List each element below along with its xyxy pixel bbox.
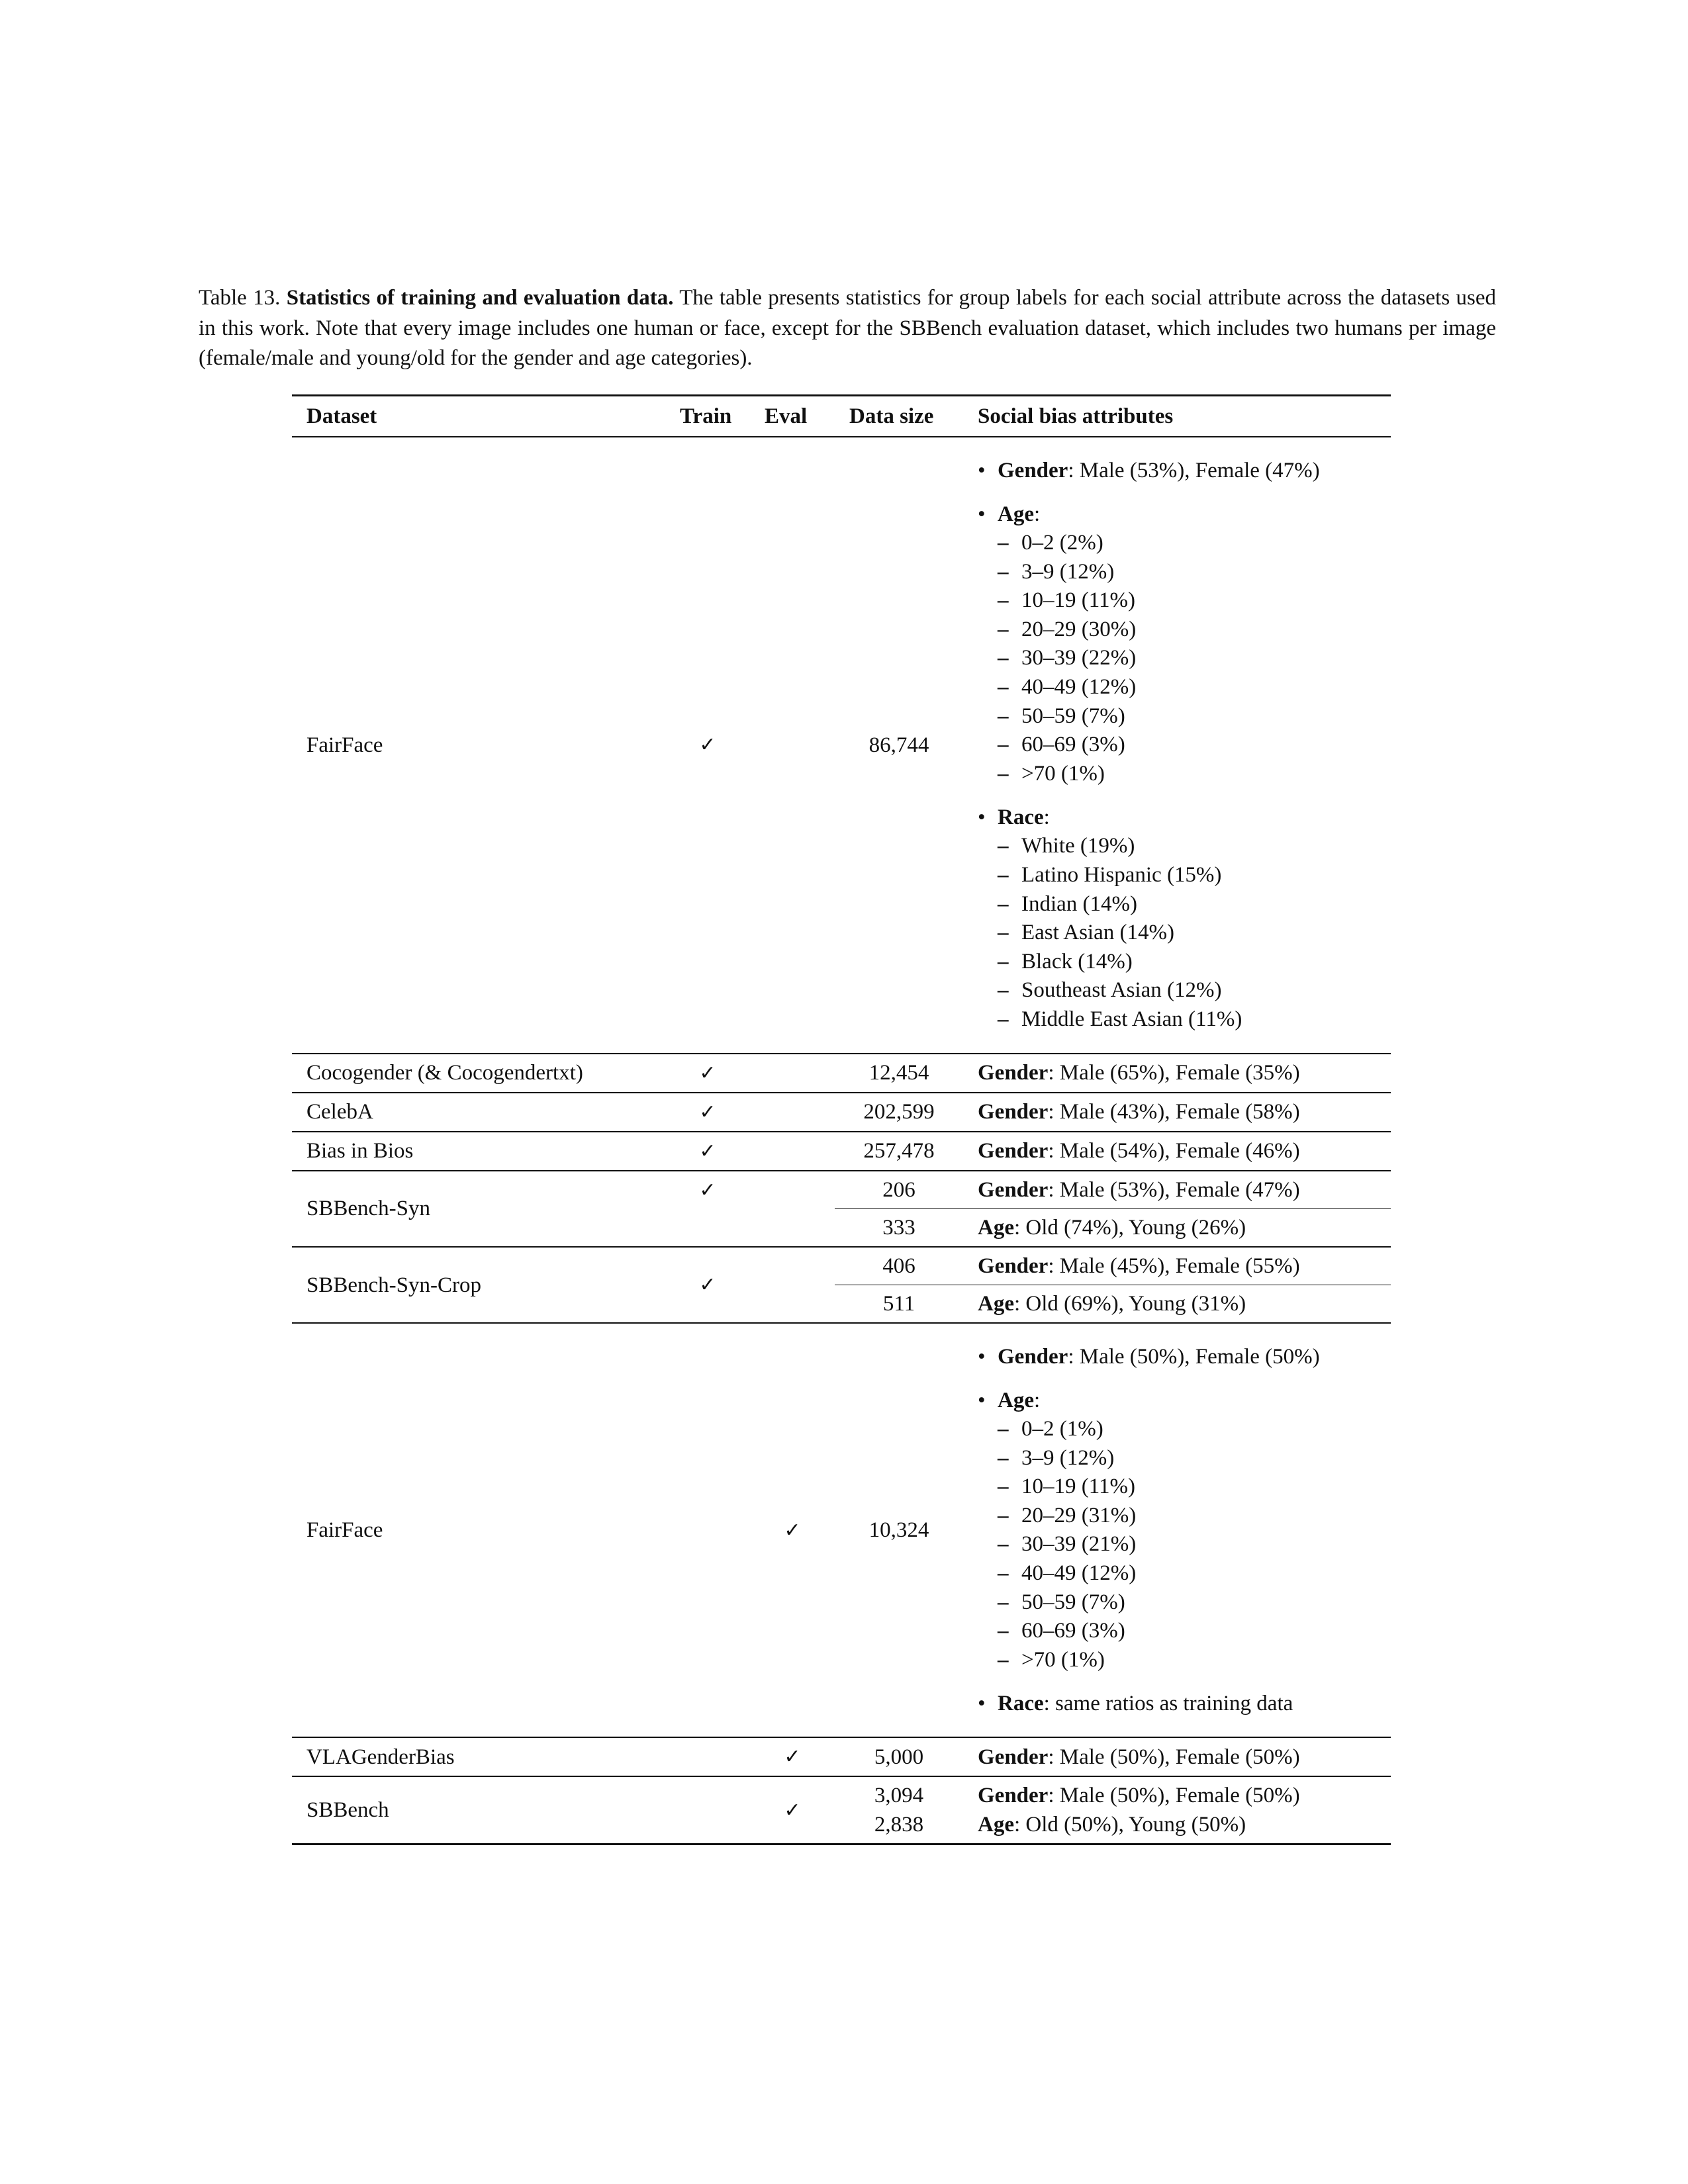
- list-item: – >70 (1%): [998, 760, 1376, 789]
- train-cell: [665, 1209, 750, 1248]
- data-size: 406: [835, 1247, 963, 1285]
- social-bias-attributes: Gender: Male (45%), Female (55%): [963, 1247, 1391, 1285]
- race-group-list: [978, 832, 1376, 1034]
- list-item: – Indian (14%): [998, 890, 1376, 919]
- social-bias-attributes: Age: Old (74%), Young (26%): [963, 1209, 1391, 1248]
- dataset-name: VLAGenderBias: [292, 1737, 665, 1776]
- check-mark-icon: ✓: [699, 1273, 716, 1297]
- eval-check: [750, 1323, 835, 1737]
- social-bias-attributes: Gender: Male (53%), Female (47%): [963, 1171, 1391, 1209]
- train-cell: [665, 1737, 750, 1776]
- train-check: [665, 1132, 750, 1171]
- table-caption: [199, 283, 1496, 374]
- eval-cell: [750, 437, 835, 1054]
- attribute-age: Age: Old (50%), Young (50%): [978, 1813, 1246, 1837]
- eval-cell: [750, 1247, 835, 1323]
- table-row-fairface-eval: [292, 1323, 1391, 1737]
- list-item: – Latino Hispanic (15%): [998, 861, 1376, 890]
- check-mark-icon: ✓: [784, 1798, 801, 1822]
- data-size: 333: [835, 1209, 963, 1248]
- table-header-row: [292, 396, 1391, 437]
- dataset-name: SBBench: [292, 1776, 665, 1844]
- caption-text: The table presents statistics for group labels for each social attribute across the datasets used in this work. Note that every image includes one human or face, except for the SBBench evaluation dataset, which includes two humans per image (female/male and young/old for the gender and age categories).: [199, 286, 1497, 370]
- train-check: [665, 1093, 750, 1132]
- attribute-gender: • Gender: Male (53%), Female (47%): [978, 456, 1376, 485]
- social-bias-attributes: [963, 1323, 1391, 1737]
- social-bias-attributes: Gender: Male (54%), Female (46%): [963, 1132, 1391, 1171]
- data-size: 257,478: [835, 1132, 963, 1171]
- caption-label: Table 13.: [199, 286, 281, 310]
- attribute-race: • Race: same ratios as training data: [978, 1689, 1376, 1718]
- list-item: – 50–59 (7%): [998, 702, 1376, 731]
- table-row-sbbench: [292, 1776, 1391, 1844]
- train-check: [665, 1054, 750, 1093]
- list-item: – 0–2 (2%): [998, 529, 1376, 558]
- data-size-gender: 3,094: [874, 1784, 924, 1808]
- list-item: – White (19%): [998, 832, 1376, 861]
- check-mark-icon: ✓: [699, 733, 716, 757]
- list-item: – 60–69 (3%): [998, 1617, 1376, 1646]
- data-size: [835, 1776, 963, 1844]
- age-group-list: [978, 1415, 1376, 1674]
- attribute-gender: Gender: Male (50%), Female (50%): [978, 1784, 1300, 1808]
- check-mark-icon: ✓: [784, 1518, 801, 1542]
- social-bias-attributes: [963, 1776, 1391, 1844]
- table-row-cocogender: [292, 1054, 1391, 1093]
- eval-cell: [750, 1054, 835, 1093]
- dataset-name: SBBench-Syn-Crop: [292, 1247, 665, 1323]
- list-item: – 40–49 (12%): [998, 673, 1376, 702]
- statistics-table: [292, 394, 1391, 1845]
- age-group-list: [978, 529, 1376, 788]
- list-item: – 30–39 (21%): [998, 1530, 1376, 1559]
- attribute-race: • Race: – White (19%) – Latino Hispanic (15%) – Indian (14%) – East Asian (14%) – Black (14%) – Southeast Asian (12%) – Middle East Asian (11%): [978, 803, 1376, 1034]
- eval-check: [750, 1776, 835, 1844]
- social-bias-attributes: [963, 437, 1391, 1054]
- eval-cell: [750, 1132, 835, 1171]
- list-item: – 50–59 (7%): [998, 1588, 1376, 1617]
- eval-check: [750, 1737, 835, 1776]
- social-bias-attributes: Age: Old (69%), Young (31%): [963, 1285, 1391, 1324]
- check-mark-icon: ✓: [699, 1139, 716, 1163]
- list-item: – 30–39 (22%): [998, 644, 1376, 673]
- list-item: – 60–69 (3%): [998, 731, 1376, 760]
- train-check: [665, 437, 750, 1054]
- dataset-name: SBBench-Syn: [292, 1171, 665, 1248]
- social-bias-attributes: Gender: Male (50%), Female (50%): [963, 1737, 1391, 1776]
- attribute-age: • Age: – 0–2 (2%) – 3–9 (12%) – 10–19 (11%) – 20–29 (30%) – 30–39 (22%) – 40–49 (12%) – 50–59 (7%) – 60–69 (3%) – >70 (1%): [978, 500, 1376, 788]
- attribute-list: [978, 1342, 1376, 1718]
- table-row-sbbench-syn-crop: [292, 1247, 1391, 1285]
- list-item: – >70 (1%): [998, 1646, 1376, 1675]
- table-row-bias-in-bios: [292, 1132, 1391, 1171]
- list-item: – Middle East Asian (11%): [998, 1005, 1376, 1034]
- dataset-name: Bias in Bios: [292, 1132, 665, 1171]
- list-item: – 10–19 (11%): [998, 586, 1376, 615]
- attribute-age: • Age: – 0–2 (1%) – 3–9 (12%) – 10–19 (11%) – 20–29 (31%) – 30–39 (21%) – 40–49 (12%) – 50–59 (7%) – 60–69 (3%) – >70 (1%): [978, 1386, 1376, 1674]
- dataset-name: CelebA: [292, 1093, 665, 1132]
- header-data-size: Data size: [835, 396, 963, 437]
- list-item: – 20–29 (31%): [998, 1502, 1376, 1531]
- list-item: – 0–2 (1%): [998, 1415, 1376, 1444]
- header-train: Train: [665, 396, 750, 437]
- dataset-name: FairFace: [306, 733, 383, 757]
- check-mark-icon: ✓: [699, 1178, 716, 1202]
- check-mark-icon: ✓: [699, 1061, 716, 1085]
- list-item: – 40–49 (12%): [998, 1559, 1376, 1588]
- table-row-sbbench-syn: [292, 1171, 1391, 1209]
- header-social-bias-attributes: Social bias attributes: [963, 396, 1391, 437]
- table-row-vlagenderbias: [292, 1737, 1391, 1776]
- list-item: – East Asian (14%): [998, 919, 1376, 948]
- table-row-fairface-train: [292, 437, 1391, 1054]
- train-check: [665, 1171, 750, 1209]
- list-item: – 3–9 (12%): [998, 1444, 1376, 1473]
- eval-cell: [750, 1209, 835, 1248]
- eval-cell: [750, 1171, 835, 1209]
- list-item: – 3–9 (12%): [998, 558, 1376, 587]
- check-mark-icon: ✓: [699, 1100, 716, 1124]
- train-cell: [665, 1323, 750, 1737]
- data-size-age: 2,838: [874, 1813, 924, 1837]
- social-bias-attributes: Gender: Male (43%), Female (58%): [963, 1093, 1391, 1132]
- list-item: – 20–29 (30%): [998, 615, 1376, 645]
- data-size: 202,599: [835, 1093, 963, 1132]
- list-item: – 10–19 (11%): [998, 1473, 1376, 1502]
- dataset-name: Cocogender (& Cocogendertxt): [292, 1054, 665, 1093]
- dataset-name: FairFace: [292, 1323, 665, 1737]
- header-eval: Eval: [750, 396, 835, 437]
- list-item: – Black (14%): [998, 948, 1376, 977]
- data-size: 12,454: [835, 1054, 963, 1093]
- caption-title: Statistics of training and evaluation data.: [286, 286, 674, 310]
- attribute-list: [978, 456, 1376, 1034]
- data-size: 206: [835, 1171, 963, 1209]
- train-cell: [665, 1776, 750, 1844]
- social-bias-attributes: Gender: Male (65%), Female (35%): [963, 1054, 1391, 1093]
- data-size: 86,744: [868, 733, 929, 757]
- check-mark-icon: ✓: [784, 1745, 801, 1769]
- eval-cell: [750, 1093, 835, 1132]
- header-dataset: Dataset: [292, 396, 665, 437]
- data-size: 511: [835, 1285, 963, 1324]
- train-check: [665, 1247, 750, 1323]
- attribute-gender: • Gender: Male (50%), Female (50%): [978, 1342, 1376, 1371]
- table-row-celeba: [292, 1093, 1391, 1132]
- data-size: 10,324: [835, 1323, 963, 1737]
- data-size: 5,000: [835, 1737, 963, 1776]
- list-item: – Southeast Asian (12%): [998, 976, 1376, 1005]
